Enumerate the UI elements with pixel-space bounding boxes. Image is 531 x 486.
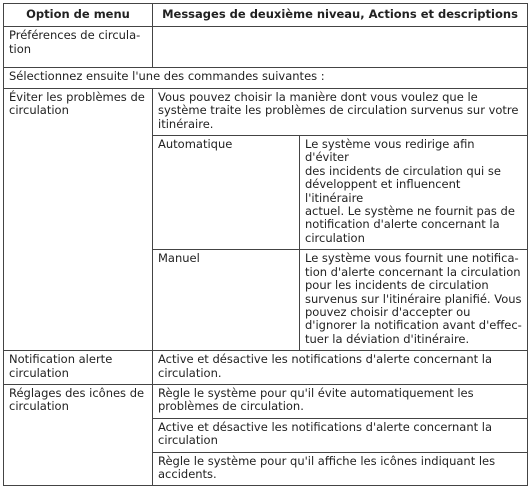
traffic-preferences-label: Préférences de circula- tion (4, 27, 153, 68)
table-row (4, 351, 528, 385)
traffic-icons-description-1: Règle le système pour qu'il évite automatiquement les problèmes de circulation. (153, 384, 528, 418)
traffic-alert-label: Notification alerte circulation (4, 351, 153, 385)
manual-label: Manuel (153, 250, 300, 351)
table-row (4, 384, 528, 418)
automatic-description: Le système vous redirige afin d'éviter des incidents de circulation qui se développent et influencent l'itinéraire actuel. Le système ne fournit pas de notification d'alerte concernant la circulation (300, 136, 528, 250)
avoid-traffic-label: Éviter les problèmes de circulation (4, 88, 153, 350)
traffic-icons-description-3: Règle le système pour qu'il affiche les icônes indiquant les accidents. (153, 452, 528, 486)
automatic-label: Automatique (153, 136, 300, 250)
traffic-alert-description: Active et désactive les notifications d'alerte concernant la circulation. (153, 351, 528, 385)
table-row (4, 27, 528, 68)
table-header-row (4, 4, 528, 27)
section-row (4, 68, 528, 88)
header-messages: Messages de deuxième niveau, Actions et descriptions (153, 4, 528, 27)
section-heading: Sélectionnez ensuite l'une des commandes suivantes : (4, 68, 528, 88)
manual-description: Le système vous fournit une notifica- tion d'alerte concernant la circulation pour les incidents de circulation survenus sur l'itinéraire planifié. Vous pouvez choisir d'accepter ou d'ignorer la notification avant d'effec- tuer la déviation d'itinéraire. (300, 250, 528, 351)
menu-options-table (3, 3, 528, 486)
avoid-traffic-description: Vous pouvez choisir la manière dont vous voulez que le système traite les problèmes de circulation survenus sur votre itinéraire. (153, 88, 528, 135)
traffic-icons-description-2: Active et désactive les notifications d'alerte concernant la circulation (153, 418, 528, 452)
traffic-icons-label: Réglages des icônes de circulation (4, 384, 153, 485)
header-menu-option: Option de menu (4, 4, 153, 27)
table-row (4, 88, 528, 135)
empty-cell (153, 27, 528, 68)
